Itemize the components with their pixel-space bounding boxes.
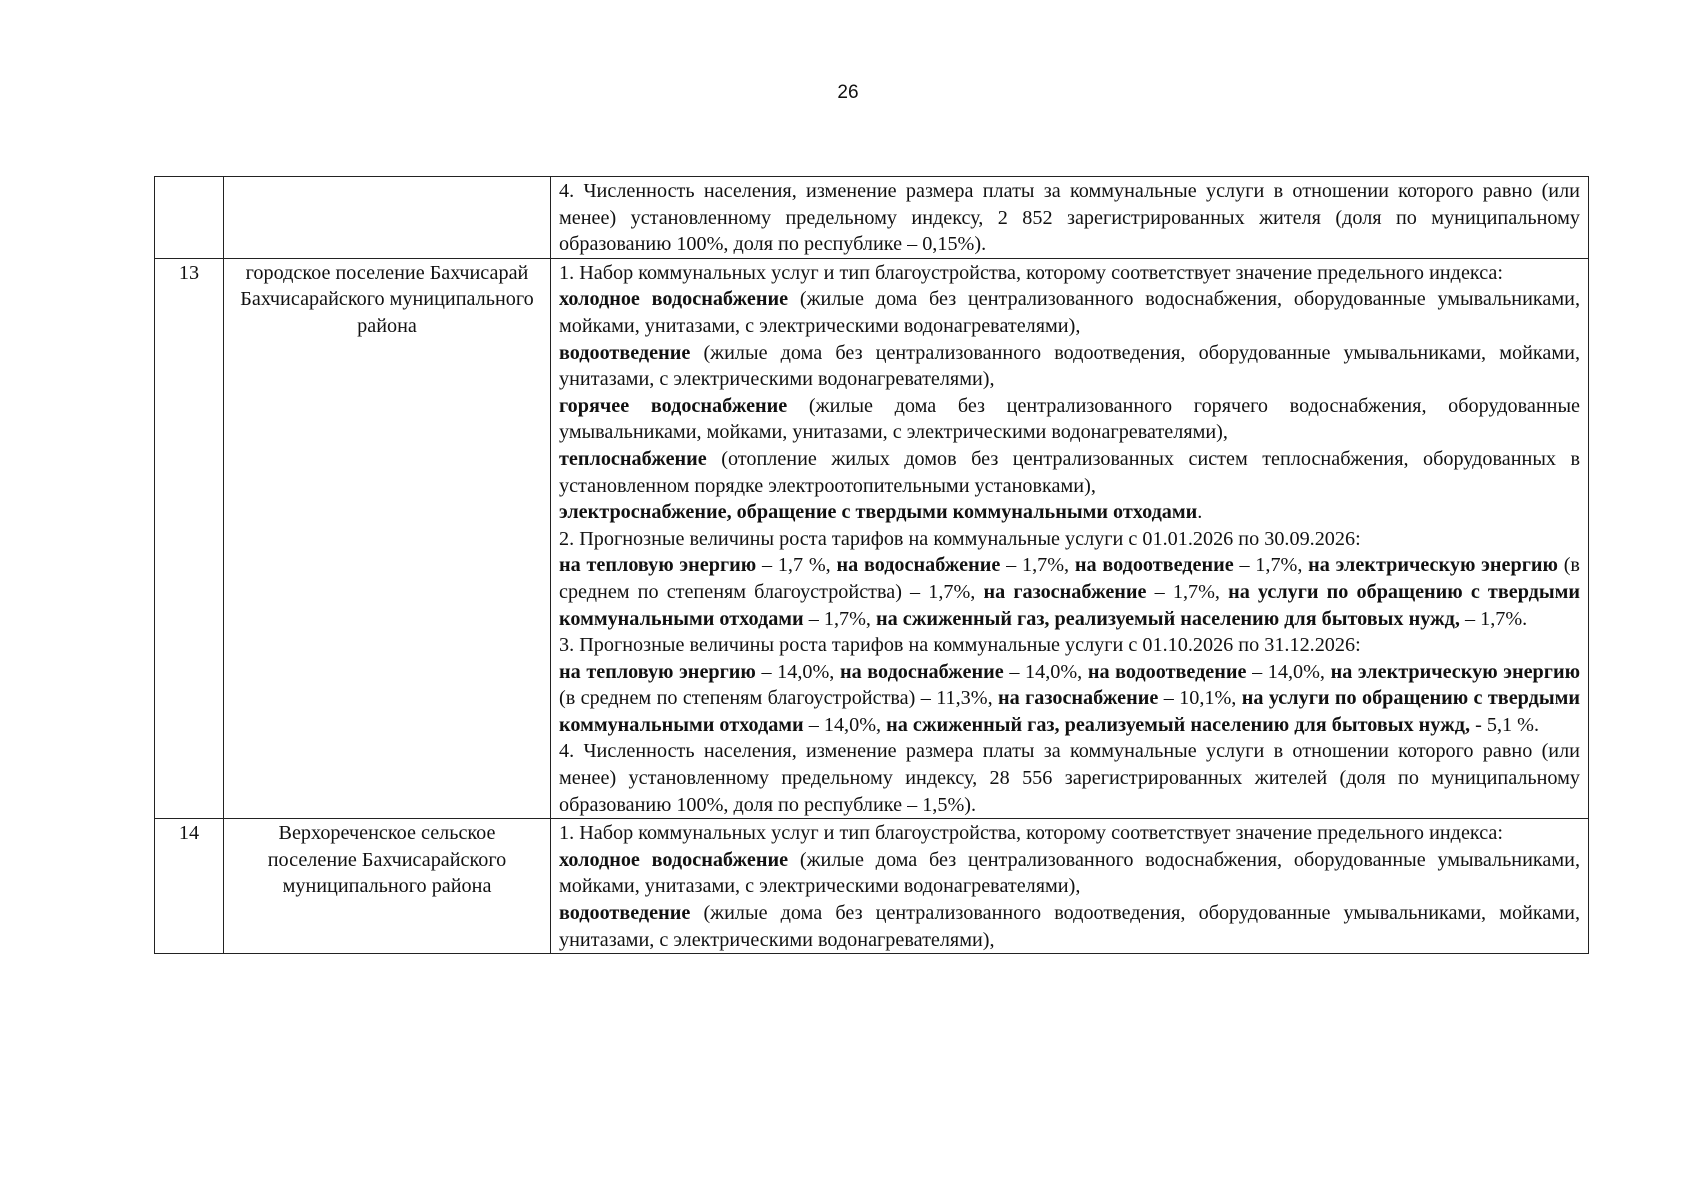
bold-term: на газоснабжение: [998, 687, 1159, 710]
bold-term: электроснабжение, обращение с твердыми коммунальными отходами: [559, 501, 1198, 524]
text-segment: 3. Прогнозные величины роста тарифов на коммунальные услуги с 01.10.2026 по 31.12.2026:: [559, 634, 1361, 657]
description-paragraph: [559, 632, 1580, 659]
bold-term: на тепловую энергию: [559, 660, 756, 683]
bold-term: на газоснабжение: [983, 580, 1147, 603]
description-paragraph: [559, 659, 1580, 739]
description-paragraph: [559, 446, 1580, 499]
text-segment: (жилые дома без централизованного водоснабжения, оборудованные умывальниками, мойками, унитазами, с электрическими водонагревателями),: [559, 288, 1580, 337]
text-segment: 2. Прогнозные величины роста тарифов на коммунальные услуги с 01.01.2026 по 30.09.2026:: [559, 527, 1361, 550]
bold-term: на водоотведение: [1074, 554, 1234, 577]
text-segment: – 1,7%,: [803, 607, 877, 630]
description-paragraph: [559, 260, 1580, 287]
text-segment: - 5,1 %.: [1470, 713, 1539, 736]
description-paragraph: [559, 526, 1580, 553]
description-cell: [551, 177, 1589, 259]
text-segment: (жилые дома без централизованного водоснабжения, оборудованные умывальниками, мойками, унитазами, с электрическими водонагревателями),: [559, 848, 1580, 898]
description-cell: [551, 258, 1589, 818]
text-segment: 4. Численность населения, изменение размера платы за коммунальные услуги в отношении которого равно (или менее) установленному предельному индексу, 28 556 зарегистрированных жителей (доля по муниципальному образованию 100%, доля по республике – 1,5%).: [559, 740, 1580, 816]
table-row: [155, 177, 1589, 259]
row-number-cell: [155, 177, 224, 259]
row-number-cell: 13: [155, 258, 224, 818]
description-paragraph: [559, 738, 1580, 818]
text-segment: – 1,7 %,: [756, 554, 837, 577]
bold-term: водоотведение: [559, 902, 691, 925]
row-number-cell: 14: [155, 819, 224, 954]
municipal-index-table: [154, 176, 1589, 954]
description-cell: [551, 819, 1589, 954]
text-segment: 4. Численность населения, изменение размера платы за коммунальные услуги в отношении которого равно (или менее) установленному предельному индексу, 2 852 зарегистрированных жителя (доля по муниципальному образованию 100%, доля по республике – 0,15%).: [559, 180, 1580, 256]
description-paragraph: [559, 340, 1580, 393]
description-paragraph: [559, 900, 1580, 953]
bold-term: на электрическую энергию: [1308, 554, 1558, 577]
text-segment: – 1,7%.: [1459, 607, 1528, 630]
table-body: [155, 177, 1589, 954]
page-number: 26: [837, 82, 859, 103]
bold-term: на услуги по обращению с твердыми коммунальными отходами: [559, 580, 1581, 630]
bold-term: на сжиженный газ, реализуемый населению для бытовых нужд,: [886, 713, 1471, 736]
description-paragraph: [559, 847, 1580, 900]
municipality-name-cell: Верхореченское сельское поселение Бахчисарайского муниципального района: [224, 819, 551, 954]
text-segment: (в среднем по степеням благоустройства) – 1,7%,: [559, 554, 1580, 603]
text-segment: (жилые дома без централизованного водоотведения, оборудованные умывальниками, мойками, унитазами, с электрическими водонагревателями),: [559, 341, 1580, 391]
text-segment: – 14,0%,: [1003, 660, 1088, 683]
description-paragraph: [559, 499, 1580, 526]
text-segment: – 1,7%,: [1233, 554, 1309, 577]
bold-term: на тепловую энергию: [559, 554, 757, 577]
bold-term: на услуги по обращению с твердыми коммунальными отходами: [559, 687, 1580, 736]
text-segment: (жилые дома без централизованного горячего водоснабжения, оборудованные умывальниками, мойками, унитазами, с электрическими водонагревателями),: [559, 394, 1580, 444]
bold-term: на водоснабжение: [836, 554, 1001, 577]
bold-term: холодное водоснабжение: [559, 288, 789, 311]
description-paragraph: [559, 820, 1580, 847]
table-row: [155, 819, 1589, 954]
description-paragraph: [559, 393, 1580, 446]
bold-term: на водоснабжение: [839, 660, 1004, 683]
text-segment: – 14,0%,: [1246, 660, 1331, 683]
text-segment: – 14,0%,: [755, 660, 840, 683]
text-segment: – 1,7%,: [1146, 580, 1229, 603]
bold-term: на электрическую энергию: [1330, 660, 1581, 683]
text-segment: (жилые дома без централизованного водоотведения, оборудованные умывальниками, мойками, унитазами, с электрическими водонагревателями),: [559, 902, 1580, 951]
bold-term: теплоснабжение: [559, 447, 707, 470]
bold-term: на сжиженный газ, реализуемый населению для бытовых нужд,: [876, 607, 1460, 630]
text-segment: (в среднем по степеням благоустройства) – 11,3%,: [559, 687, 999, 710]
text-segment: .: [1197, 501, 1203, 524]
description-paragraph: [559, 552, 1580, 632]
text-segment: – 10,1%,: [1158, 687, 1242, 710]
text-segment: 1. Набор коммунальных услуг и тип благоустройства, которому соответствует значение предельного индекса:: [559, 822, 1503, 845]
description-paragraph: [559, 178, 1580, 258]
bold-term: горячее водоснабжение: [559, 394, 788, 417]
text-segment: 1. Набор коммунальных услуг и тип благоустройства, которому соответствует значение предельного индекса:: [559, 261, 1503, 284]
text-segment: – 14,0%,: [803, 713, 887, 736]
description-paragraph: [559, 286, 1580, 339]
bold-term: водоотведение: [559, 341, 691, 364]
municipality-name-cell: [224, 177, 551, 259]
municipality-name-cell: городское поселение Бахчисарай Бахчисарайского муниципального района: [224, 258, 551, 818]
text-segment: (отопление жилых домов без централизованных систем теплоснабжения, оборудованных в установленном порядке электроотопительными установками),: [559, 447, 1580, 497]
text-segment: – 1,7%,: [1000, 554, 1075, 577]
bold-term: на водоотведение: [1087, 660, 1247, 683]
bold-term: холодное водоснабжение: [559, 848, 789, 871]
table-row: [155, 258, 1589, 818]
